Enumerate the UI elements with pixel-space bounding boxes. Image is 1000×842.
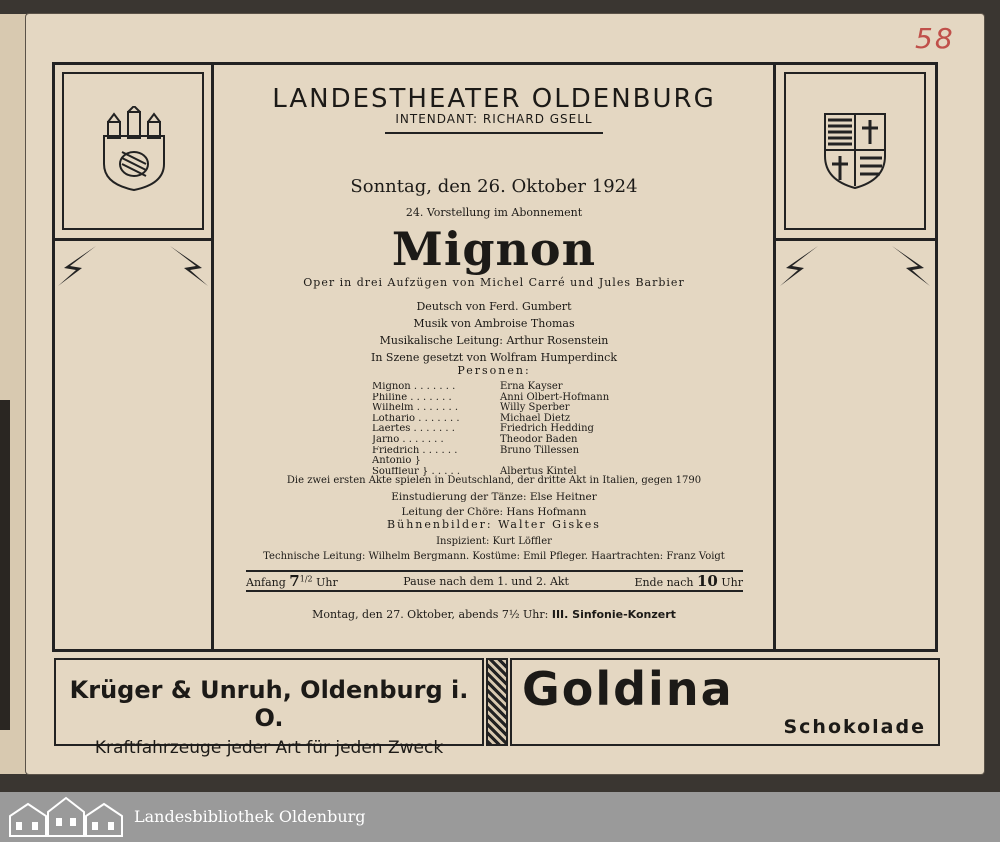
ad-brand: Goldina [522, 662, 734, 716]
cast-role: Souffleur } . . . . . [372, 466, 461, 477]
left-crest-divider [52, 238, 214, 241]
cast-actor: Theodor Baden [500, 433, 578, 445]
crew-line: Einstudierung der Tänze: Else Heitner [391, 491, 597, 503]
next-event: Montag, den 27. Oktober, abends 7½ Uhr: III. Sinfonie-Konzert [312, 608, 676, 621]
cast-actor: Bruno Tillessen [500, 444, 580, 456]
cast-role: Jarno . . . . . . . [372, 434, 444, 445]
cast-actor: Michael Dietz [500, 412, 571, 424]
credits [216, 298, 772, 366]
cast-list [372, 382, 609, 477]
cast-row [372, 403, 609, 414]
cast-role: Laertes . . . . . . . [372, 424, 455, 435]
times-bar [246, 570, 743, 592]
lightning-ornament-icon [778, 244, 822, 288]
end-time: Ende nach 10 Uhr [634, 572, 743, 590]
page-number: 58 [915, 22, 955, 55]
cast-role: Mignon . . . . . . . [372, 382, 456, 392]
pause-info: Pause nach dem 1. und 2. Akt [403, 574, 569, 588]
ad-goldina [510, 658, 940, 746]
left-column-divider [211, 62, 214, 652]
ornament-divider [486, 658, 508, 746]
right-column-divider [773, 62, 776, 652]
cast-role: Lothario . . . . . . . [372, 413, 460, 424]
setting-note: Die zwei ersten Akte spielen in Deutschland, der dritte Akt in Italien, gegen 1790 [286, 475, 702, 486]
ad-product: Schokolade [783, 716, 926, 738]
right-crest-divider [775, 238, 938, 241]
technical-staff: Technische Leitung: Wilhelm Bergmann. Kostüme: Emil Pfleger. Haartrachten: Franz Voigt [263, 551, 725, 562]
cast-actor: Erna Kayser [500, 381, 563, 392]
ad-krueger-unruh [54, 658, 484, 758]
cast-actor: Willy Sperber [500, 402, 570, 414]
cast-row [372, 382, 609, 393]
lightning-ornament-icon [166, 244, 210, 288]
crew-line: Leitung der Chöre: Hans Hofmann [401, 505, 587, 518]
theatre-name: LANDESTHEATER OLDENBURG [272, 84, 716, 114]
crew [216, 490, 772, 519]
start-time: Anfang $7^{1/2}$ Uhr [246, 572, 338, 590]
credit-line: Musik von Ambroise Thomas [413, 317, 575, 330]
inspizient: Inspizient: Kurt Löffler [436, 536, 552, 547]
oldenburg-state-crest-icon [822, 110, 888, 190]
opera-title: Mignon [391, 222, 597, 276]
cast-row [372, 393, 609, 404]
library-footer [0, 792, 1000, 842]
cast-row [372, 435, 609, 446]
lightning-ornament-icon [56, 244, 100, 288]
cast-role: Philine . . . . . . . [372, 392, 452, 403]
credit-line: Deutsch von Ferd. Gumbert [416, 300, 572, 313]
header-rule [385, 132, 603, 134]
library-name: Landesbibliothek Oldenburg [134, 807, 366, 826]
cast-row [372, 446, 609, 457]
ad-slogan: Kraftfahrzeuge jeder Art für jeden Zweck [94, 738, 444, 758]
persons-heading: Personen: [457, 364, 531, 377]
credit-line: In Szene gesetzt von Wolfram Humperdinck [370, 351, 618, 364]
ad-company: Krüger & Unruh, Oldenburg i. O. [69, 676, 469, 732]
cast-role: Antonio } [372, 456, 421, 467]
next-event-name: III. Sinfonie-Konzert [551, 608, 676, 621]
opera-subtitle: Oper in drei Aufzügen von Michel Carré und Jules Barbier [303, 276, 685, 289]
cast-actor: Friedrich Hedding [500, 423, 594, 435]
subscription-note: 24. Vorstellung im Abonnement [405, 206, 583, 219]
stage-designs: Bühnenbilder: Walter Giskes [387, 518, 601, 531]
cast-actor: Anni Olbert-Hofmann [500, 391, 610, 403]
credit-line: Musikalische Leitung: Arthur Rosenstein [379, 334, 609, 347]
intendant: INTENDANT: RICHARD GSELL [395, 112, 593, 126]
lightning-ornament-icon [888, 244, 932, 288]
spine-edge [0, 400, 10, 730]
cast-role: Friedrich . . . . . . [372, 445, 458, 456]
performance-date: Sonntag, den 26. Oktober 1924 [350, 176, 638, 197]
library-building-icon [8, 796, 124, 838]
cast-role: Wilhelm . . . . . . . [372, 403, 459, 414]
cast-actor: Albertus Kintel [500, 465, 577, 477]
oldenburg-city-crest-icon [98, 106, 170, 192]
